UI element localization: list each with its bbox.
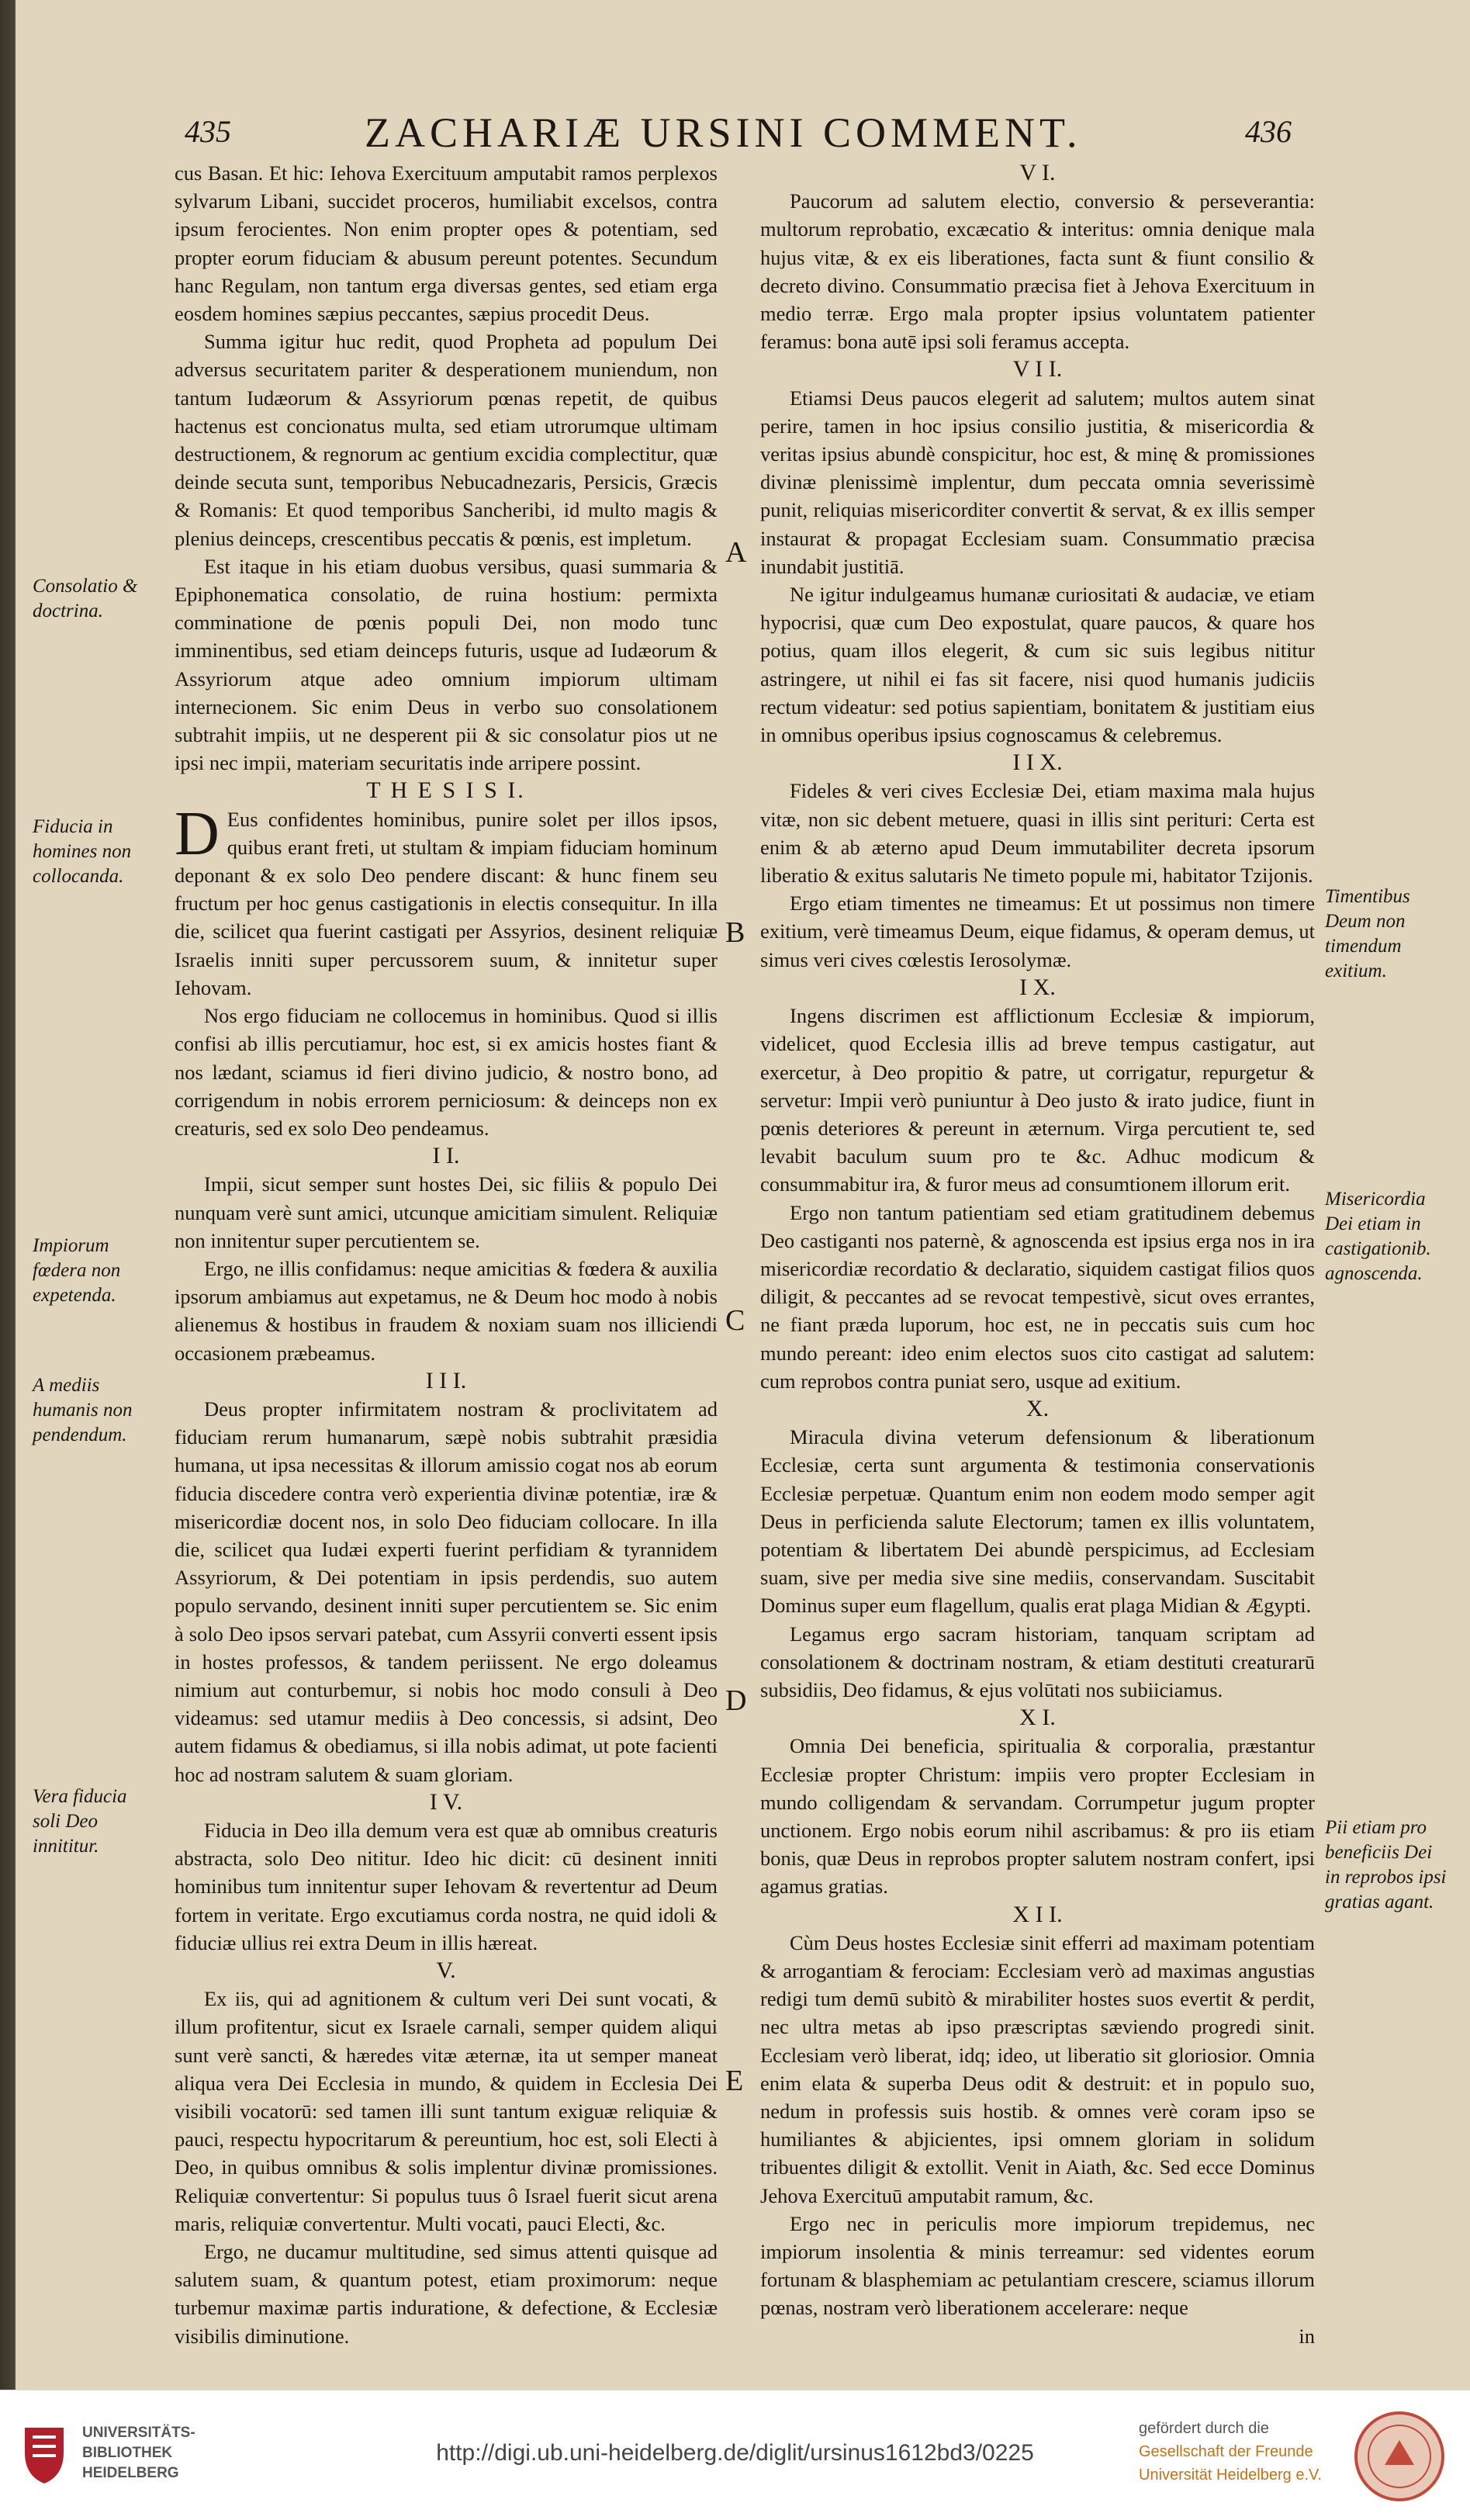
funding-note bbox=[1139, 2417, 1322, 2487]
margin-note: Consolatio & doctrina. bbox=[33, 576, 138, 621]
paragraph: Omnia Dei beneficia, spiritualia & corporalia, præstantur Ecclesiæ propter Christum: impiis vero propter Ecclesiam in mundo colligendam & servandam. Corrumpetur jugum propter unctionem. Ergo nobis eorum nihil ascribamus: & pro iis etiam bonis, quæ Deus in reprobos propter salutem nostram confert, ipsi agamus gratias. bbox=[760, 1734, 1315, 1899]
paragraph: Ergo, ne ducamur multitudine, sed simus attenti quisque ad salutem suam, & quantum potest, etiam proximorum: neque turbemur maximæ partis induratione, & defectione, & Ecclesiæ visibilis diminutione. bbox=[175, 2240, 718, 2348]
paragraph: Ergo etiam timentes ne timeamus: Et ut possimus non timere exitium, verè timeamus Deum, eique fidamus, & operam demus, ut simus veri cives cœlestis Ierosolymæ. bbox=[760, 891, 1315, 971]
society-name-line-2: Universität Heidelberg e.V. bbox=[1139, 2466, 1323, 2484]
footer-bar bbox=[0, 2390, 1470, 2520]
margin-letter: A bbox=[725, 536, 747, 569]
margin-note: Pii etiam pro beneficiis Dei in reprobos ipsi gratias agant. bbox=[1325, 1817, 1447, 1912]
section-number: I V. bbox=[429, 1788, 463, 1815]
margin-letter: D bbox=[725, 1684, 747, 1717]
running-title: ZACHARIÆ URSINI COMMENT. bbox=[365, 109, 1082, 156]
page-number-right: 436 bbox=[1245, 114, 1292, 149]
section-number: V I I. bbox=[1012, 356, 1063, 382]
paragraph: Ergo nec in periculis more impiorum trepidemus, nec impiorum insolentia & minis terreamur: sed videntes eorum fortunam & blasphemiam ac petulantiam crescere, sciamus illorum pœnas, nostram verò liberationem accelerare: neque bbox=[760, 2211, 1315, 2320]
margin-note: A mediis humanis non pendendum. bbox=[33, 1375, 133, 1445]
paragraph: Paucorum ad salutem electio, conversio & perseverantia: multorum reprobatio, excæcatio & interitus: omnia denique mala hujus vitæ, & ex eis liberationes, facta sunt & fiunt consilio & decreto divino. Consummatio præcisa fiet à Jehova Exercituum in medio terræ. Ergo mala propter ipsius voluntatem patienter feramus: bona autē ipsi soli feramus accepta. bbox=[760, 189, 1315, 354]
funded-by-label: gefördert durch die bbox=[1139, 2420, 1269, 2437]
running-header bbox=[16, 109, 1470, 155]
margin-letter: B bbox=[725, 916, 745, 949]
paragraph: Ergo non tantum patientiam sed etiam gratitudinem debemus Deo castiganti nos paternè, & agnoscenda est ipsius erga nos in ira misericordiæ recordatio & declaratio, siquidem castigat filios quos diligit, & peccantes ad se revocat tempestivè, sicut oves errantes, ne fiant præda luporum, hoc est, ne in peccatis suis cum hoc mundo pereant: ideo enim electos suos cito castigat ad salutem: cum reprobos contra puniat sero, usque ad exitium. bbox=[760, 1200, 1315, 1393]
paragraph: Ne igitur indulgeamus humanæ curiositati & audaciæ, ve etiam hypocrisi, quæ cum Deo expostulat, quare paucos, & quare hos potius, quam illos elegerit, & cum sic suis legibus nititur astringere, ut nihil ei fas sit facere, nisi quod humanis judiciis rectum videatur: sed potius sapientiam, bonitatem & justitiam eius in omnibus operibus ipsius cognoscamus & celebremus. bbox=[760, 583, 1315, 747]
paragraph-text: Eus confidentes hominibus, punire solet per illos ipsos, quibus erant freti, ut stultam & impiam fiduciam hominum deponant & ex solo Deo pendere discant: & hunc finem seu fructum per hoc genus castigationis in electis consequitur. In illa die, scilicet qua fuerint castigati per Assyrios, desinent reliquiæ Israelis inniti super percussorem suum, & innitetur super Iehovam. bbox=[175, 807, 718, 999]
left-column bbox=[175, 159, 718, 2350]
drop-cap: D bbox=[175, 799, 220, 868]
section-number: V. bbox=[436, 1958, 456, 1983]
paragraph: Ergo, ne illis confidamus: neque amicitias & fœdera & auxilia ipsorum ambiamus aut expetamus, ne & Deum hoc modo à nobis alienemus & hostibus in fraudem & noxiam suam nos illiciendi occasionem præbeamus. bbox=[175, 1256, 718, 1365]
paragraph: Deus propter infirmitatem nostram & proclivitatem ad fiduciam rerum humanarum, sæpè nobis subtrahit præsidia humana, ut ipsa necessitas & illorum amissio cogat nos ab eorum fiducia discedere contra verò experientia divinæ potentiæ, iræ & misericordiæ docent nos, in solo Deo fiduciam collocare. In illa die, scilicet qua Iudæi experti fuerint perfidiam & tyrannidem Assyriorum, & Dei potentiam in ipsis perdendis, suo autem populo servando, desinent inniti super percutientem se. Sic enim à solo Deo ipsos servari patebat, cum Assyrii converti essent ipsis in hostes professos, & tandem periissent. Ne ergo doleamus nimium aut conturbemur, si nobis hoc modo consuli à Deo videamus: sed utamur mediis à Deo concessis, si adsint, Deo autem fidamus & obediamus, si illa nobis adimat, ut pote facienti hoc ad nostram salutem & suam gloriam. bbox=[175, 1397, 718, 1786]
paragraph: Est itaque in his etiam duobus versibus, quasi summaria & Epiphonematica consolatio, de ruina hostium: permixta comminatione de pœnis populi Dei, non modo tunc imminentibus, sed etiam deinceps futuris, usque ad Iudæorum & Assyriorum atque adeo omnium impiorum ultimam internecionem. Sic enim Deus in verbo suo consolationem subtrahit impiis, ut ne desperent pii & sic consolatur pios ut ne ipsi nec impii, materiam securitatis inde arripere possint. bbox=[175, 554, 718, 775]
margin-letter: C bbox=[725, 1304, 745, 1337]
section-number: I I. bbox=[432, 1143, 460, 1169]
paragraph: Legamus ergo sacram historiam, tanquam scriptam ad consolationem & doctrinam nostram, & etiam destituti creaturarū subsidiis, Deo fidamus, & ejus volūtati nos subiiciamus. bbox=[760, 1622, 1315, 1701]
section-number: I I I. bbox=[425, 1367, 467, 1393]
section-number: I X. bbox=[1019, 974, 1056, 1000]
right-column bbox=[760, 159, 1315, 2350]
paragraph-with-initial bbox=[175, 799, 718, 1002]
margin-letter: E bbox=[725, 2065, 744, 2097]
paragraph: Cùm Deus hostes Ecclesiæ sinit efferri ad maximam potentiam & arrogantiam & ferociam: Ecclesiam verò ad maximas angustias redigi tum demū subitò & mirabiliter hostes suos evertit & perdit, nec ultra metas ab ipso præscriptas sæviendo progredi sinit. Ecclesiam verò liberat, idq; ideo, ut liberatio sit gloriosior. Omnia enim elata & superba Deus odit & destruit: et in populo suo, nedum in professis suis hostib. & omnes verè coram ipso se humiliantes & abjicientes, ipsi omnem gloriam in solidum tribuentes diligit & extollit. Venit in Aiath, &c. Sed ecce Dominus Jehova Exercituū amputabit ramum, &c. bbox=[760, 1930, 1315, 2207]
margin-note: Vera fiducia soli Deo innititur. bbox=[33, 1786, 127, 1857]
paragraph: Impii, sicut semper sunt hostes Dei, sic filiis & populo Dei nunquam verè sunt amici, utcunque amicitiam simulent. Reliquiæ non innitentur super percutientem se. bbox=[175, 1172, 718, 1252]
digital-url-link[interactable]: http://digi.ub.uni-heidelberg.de/diglit/ursinus1612bd3/0225 bbox=[436, 2440, 1034, 2466]
page-number-left: 435 bbox=[185, 114, 231, 149]
margin-note: Misericordia Dei etiam in castigationib. agnoscenda. bbox=[1325, 1189, 1431, 1284]
section-number: X I I. bbox=[1012, 1901, 1063, 1927]
paragraph: Ex iis, qui ad agnitionem & cultum veri Dei sunt vocati, & illum profitentur, sicut ex Israele carnali, semper quidem aliqui sunt verè sancti, & hæredes vitæ æternæ, ita ut semper maneat aliqua vera Dei Ecclesia in mundo, & quidem in Ecclesia Dei visibili vocatorū: sed tamen illi sunt tantum exiguæ reliquiæ & pauci, respectu hypocritarum & pereuntium, hoc est, soli Electi à Deo, in quibus omnibus & solis implentur divinæ promissiones. Reliquiæ convertentur: Si populus tuus ô Israel fuerit sicut arena maris, reliquiæ convertentur. Multi vocati, pauci Electi, &c. bbox=[175, 1987, 718, 2235]
paragraph: cus Basan. Et hic: Iehova Exercituum amputabit ramos perplexos sylvarum Libani, succidet proceros, humiliabit excelsos, contra ipsum ferocientes. Non enim propter opes & potentiam, sed propter eorum fiduciam & abusum pereunt potentes. Secundum hanc Regulam, non tantum erga diversas gentes, sed etiam erga eosdem homines sæpius peccantes, sæpius procedit Deus. bbox=[175, 161, 718, 326]
thesis-heading: T H E S I S I. bbox=[366, 777, 526, 804]
section-number: X I. bbox=[1019, 1705, 1056, 1731]
margin-note: Fiducia in homines non collocanda. bbox=[33, 816, 132, 887]
paragraph: Fideles & veri cives Ecclesiæ Dei, etiam maxima mala hujus vitæ, non sic debent metuere, quasi in illis sint perituri: Certa est enim & ab æterno apud Deum immutabiliter decreta ipsorum liberatio & exitus salutaris Ne timeto popule mi, habitator Tzijonis. bbox=[760, 779, 1315, 888]
paragraph: Summa igitur huc redit, quod Propheta ad populum Dei adversus securitatem pariter & desperationem muniendum, non tantum Iudæorum & Assyriorum pœnas repetit, de quibus hactenus est concionatus multa, sed etiam utrorumque ultimam destructionem, & regnorum ac gentium excidia complectitur, quæ deinde secuta sunt, temporibus Nebucadnezaris, Persicis, Græcis & Romanis: Et quod temporibus Sancheribi, id multo magis & plenius deinceps, crescentibus peccatis & pœnis, est impletum. bbox=[175, 330, 718, 550]
section-number: V I. bbox=[1019, 160, 1056, 185]
margin-note: Impiorum fœdera non expetenda. bbox=[33, 1235, 121, 1306]
catchword: in bbox=[1299, 2324, 1315, 2348]
paragraph: Fiducia in Deo illa demum vera est quæ ab omnibus creaturis abstracta, solo Deo nititur. Ideo hic dicit: cū desinent inniti hominibus tum innitentur super Iehovam & revertentur ad Deum fortem in veritate. Ergo excutiamus corda nostra, ne quid idoli & fiduciæ ullius rei extra Deum in illis hæreat. bbox=[175, 1818, 718, 1954]
paragraph: Ingens discrimen est afflictionum Ecclesiæ & impiorum, videlicet, quod Ecclesia illis ad breve tempus castigatur, aut exercetur, à Deo propitio & patre, ut corrigatur, repurgetur & servetur: Impii verò puniuntur à Deo justo & irato judice, fiunt in pœnis deteriores & pereunt in æternum. Virga percutient te, sed levabit baculum suum pro te &c. Adhuc modicum & consummabitur ira, & furor meus ad consumtionem illorum erit. bbox=[760, 1004, 1315, 1196]
paragraph: Miracula divina veterum defensionum & liberationum Ecclesiæ, certa sunt argumenta & testimonia conservationis Ecclesiæ perpetuæ. Quantum enim non eodem modo semper agit Deus in perficienda salute Electorum; tamen ex illis voluntatem, potentiam & libertatem Dei abundè perspicimus, ad Ecclesiam suam, sive per media sive sine mediis, conservandam. Suscitabit Dominus super eum flagellum, qualis erat plaga Midian & Ægypti. bbox=[760, 1425, 1315, 1618]
paragraph: Etiamsi Deus paucos elegerit ad salutem; multos autem sinat perire, tamen in hoc ipsius consilio justitia, & misericordia & veritas ipsius abundè conspicitur, hoc est, & minę & promissiones divinæ plenissimè implentur, dum peccata omnia severissimè punit, reliquias misericorditer convertit & servat, & ex illis semper instaurat & propagat Ecclesiam suam. Consummatio præcisa inundabit justitiā. bbox=[760, 386, 1315, 578]
section-number: X. bbox=[1026, 1395, 1050, 1421]
margin-note: Timentibus Deum non timendum exitium. bbox=[1325, 886, 1410, 981]
library-name: UNIVERSITÄTS- BIBLIOTHEK HEIDELBERG bbox=[82, 2425, 195, 2481]
university-seal-icon bbox=[1354, 2411, 1445, 2502]
paragraph: Nos ergo fiduciam ne collocemus in hominibus. Quod si illis confisi ab illis percutiamur, hoc est, si ex amicis hostes fiant & nos lædant, sciamus id fieri divino judicio, & nostro bono, ad corrigendum in nobis errorem perniciosum: & deinceps non ex creaturis, sed ex solo Deo pendeamus. bbox=[175, 1004, 718, 1140]
society-name-line-1: Gesellschaft der Freunde bbox=[1139, 2443, 1313, 2460]
book-page bbox=[16, 0, 1470, 2390]
section-number: I I X. bbox=[1012, 749, 1063, 776]
